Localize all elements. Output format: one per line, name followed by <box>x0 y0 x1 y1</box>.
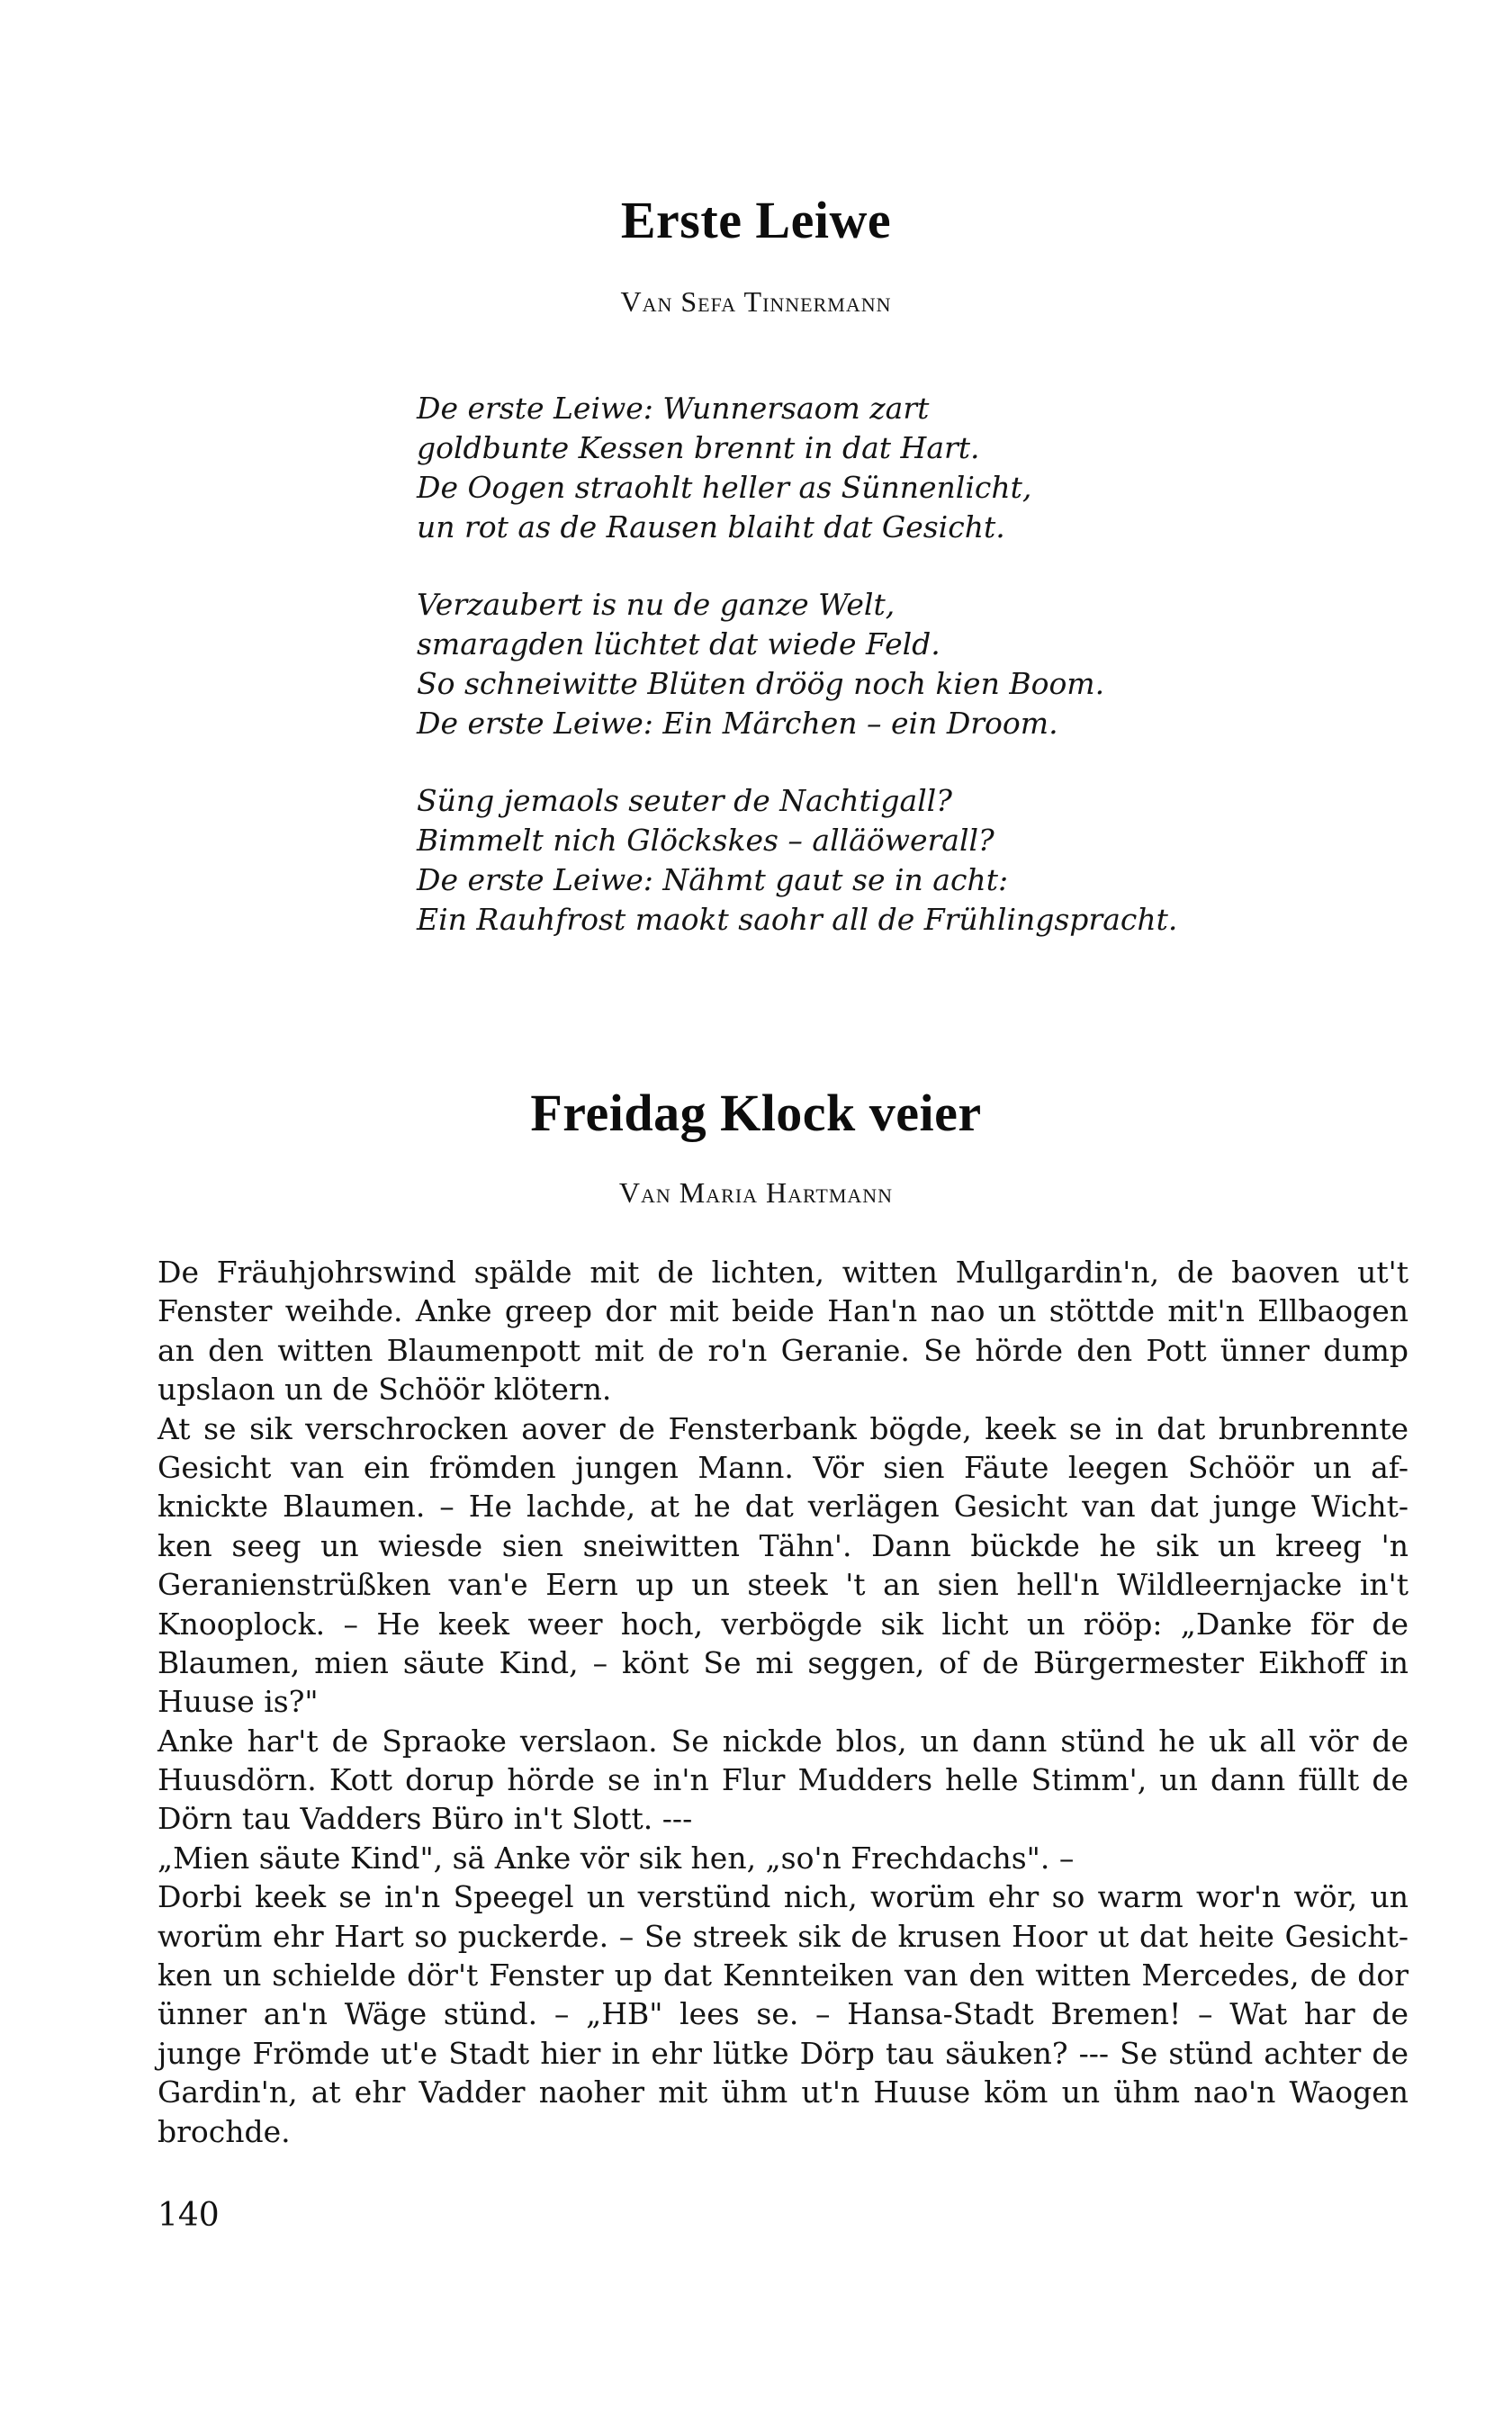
prose-line: Huusdörn. Kott dorup hörde se in'n Flur Mudders helle Stimm', un dann füllt de <box>158 1762 1408 1798</box>
story-title: Freidag Klock veier <box>530 1084 982 1142</box>
stanza-2 <box>417 585 1407 743</box>
verse-line: Verzaubert is nu de ganze Welt, <box>417 587 896 622</box>
prose-line: Gesicht van ein frömden jungen Mann. Vör sien Fäute leegen Schöör un af- <box>158 1449 1408 1485</box>
prose-line: Gardin'n, at ehr Vadder naoher mit ühm ut'n Huuse köm un ühm nao'n Waogen <box>158 2074 1408 2110</box>
poem-title: Erste Leiwe <box>620 191 892 249</box>
poem-author: Van Sefa Tinnermann <box>620 285 892 318</box>
prose-line: ken un schielde dör't Fenster up dat Kennteiken van den witten Mercedes, de dor <box>158 1958 1408 1994</box>
prose-line: brochde. <box>158 2113 291 2149</box>
verse-line: So schneiwitte Blüten dröög noch kien Boom. <box>417 666 1105 701</box>
stanza-3 <box>417 781 1407 940</box>
verse-line: De erste Leiwe: Ein Märchen – ein Droom. <box>417 706 1058 741</box>
prose-line: Dörn tau Vadders Büro in't Slott. --- <box>158 1801 693 1837</box>
prose-line: ünner an'n Wäge stünd. – „HB" lees se. – Hansa-Stadt Bremen! – Wat har de <box>158 1996 1408 2032</box>
prose-line: ken seeg un wiesde sien sneiwitten Tähn'. Dann bückde he sik un kreeg 'n <box>158 1527 1408 1563</box>
prose-line: junge Frömde ut'e Stadt hier in ehr lütke Dörp tau säuken? --- Se stünd achter de <box>158 2035 1408 2071</box>
verse-line: De erste Leiwe: Nähmt gaut se in acht: <box>417 862 1009 897</box>
prose-line: Knooplock. – He keek weer hoch, verbögde sik licht un rööp: „Danke för de <box>158 1606 1408 1642</box>
prose-line: Dorbi keek se in'n Speegel un verstünd nich, worüm ehr so warm wor'n wör, un <box>158 1879 1408 1915</box>
verse-line: Süng jemaols seuter de Nachtigall? <box>417 783 952 818</box>
prose-line: worüm ehr Hart so puckerde. – Se streek sik de krusen Hoor ut dat heite Gesicht- <box>158 1918 1408 1954</box>
story-body <box>158 1253 1408 2151</box>
prose-line: Huuse is?" <box>158 1684 319 1720</box>
prose-line: „Mien säute Kind", sä Anke vör sik hen, „so'n Frechdachs". – <box>158 1840 1075 1876</box>
page-number: 140 <box>158 2197 220 2234</box>
prose-line: an den witten Blaumenpott mit de ro'n Geranie. Se hörde den Pott ünner dump <box>158 1332 1408 1368</box>
verse-line: De erste Leiwe: Wunnersaom zart <box>417 391 930 426</box>
prose-line: De Fräuhjohrswind spälde mit de lichten, witten Mullgardin'n, de baoven ut't <box>158 1255 1408 1290</box>
verse-line: smaragden lüchtet dat wiede Feld. <box>417 626 940 662</box>
prose-line: Blaumen, mien säute Kind, – könt Se mi seggen, of de Bürgermester Eikhoff in <box>158 1644 1408 1680</box>
story-author: Van Maria Hartmann <box>618 1176 894 1209</box>
prose-line: Fenster weihde. Anke greep dor mit beide Han'n nao un stöttde mit'n Ellbaogen <box>158 1293 1408 1329</box>
verse-line: Ein Rauhfrost maokt saohr all de Frühlingspracht. <box>417 902 1178 937</box>
prose-line: At se sik verschrocken aover de Fensterbank bögde, keek se in dat brunbrennte <box>158 1410 1408 1446</box>
verse-line: Bimmelt nich Glöckskes – alläöwerall? <box>417 823 994 858</box>
stanza-1 <box>417 389 1407 547</box>
prose-line: Geranienstrüßken van'e Eern up un steek 't an sien hell'n Wildleernjacke in't <box>158 1567 1408 1603</box>
prose-line: upslaon un de Schöör klötern. <box>158 1372 612 1408</box>
prose-line: knickte Blaumen. – He lachde, at he dat verlägen Gesicht van dat junge Wicht- <box>158 1489 1408 1525</box>
prose-line: Anke har't de Spraoke verslaon. Se nickde blos, un dann stünd he uk all vör de <box>158 1723 1408 1759</box>
verse-line: un rot as de Rausen blaiht dat Gesicht. <box>417 509 1005 544</box>
verse-line: goldbunte Kessen brennt in dat Hart. <box>417 430 980 465</box>
verse-line: De Oogen straohlt heller as Sünnenlicht, <box>417 470 1032 505</box>
